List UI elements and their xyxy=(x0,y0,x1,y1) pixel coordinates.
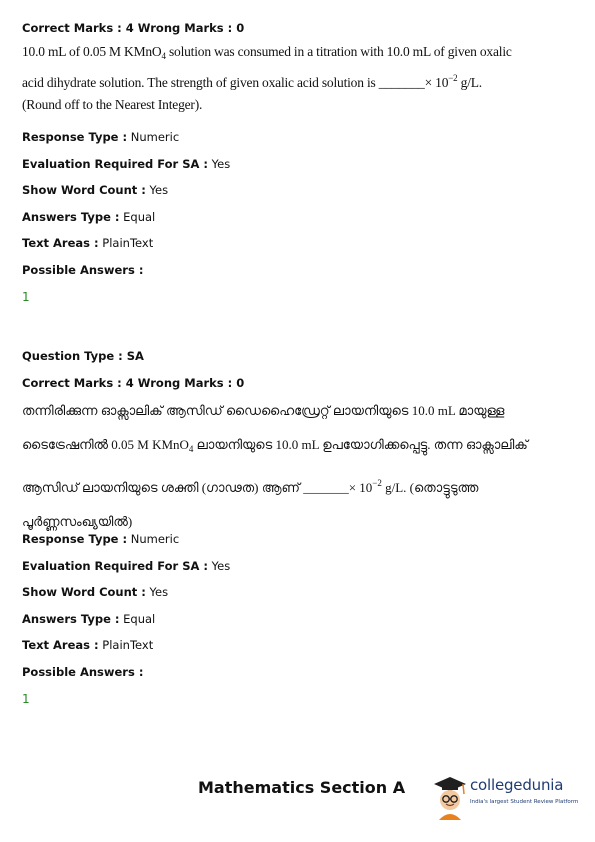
q2-response-type: Response Type : Numeric xyxy=(22,532,180,546)
q2-meta xyxy=(22,531,567,680)
q2-text-line-1: തന്നിരിക്കുന്ന ഓക്സാലിക് ആസിഡ് ഡൈഹൈഡ്രേറ്റ് ലായനിയുടെ 10.0 mL മായുള്ള xyxy=(22,403,505,418)
logo-wordmark: collegedunia xyxy=(470,776,564,794)
q1-text-line-1: 10.0 mL of 0.05 M KMnO$_4$ solution was consumed in a titration with 10.0 mL of given oxalic xyxy=(22,44,512,61)
q1-text-areas: Text Areas : PlainText xyxy=(22,236,154,251)
question-1-block xyxy=(22,20,567,36)
q1-possible-answers: Possible Answers : xyxy=(22,262,144,277)
q1-response-type: Response Type : Numeric xyxy=(22,130,180,144)
q2-marks: Correct Marks : 4 Wrong Marks : 0 xyxy=(22,375,245,390)
question-2-block xyxy=(22,348,567,391)
mascot-icon xyxy=(430,772,470,822)
q2-word-count: Show Word Count : Yes xyxy=(22,585,169,600)
q1-marks: Correct Marks : 4 Wrong Marks : 0 xyxy=(22,21,245,35)
q2-answers-type: Answers Type : Equal xyxy=(22,611,156,626)
q1-evaluation: Evaluation Required For SA : Yes xyxy=(22,156,231,171)
q1-text xyxy=(22,41,567,116)
q2-answer-value: 1 xyxy=(22,692,30,706)
q1-text-line-2: acid dihydrate solution. The strength of given oxalic acid solution is _______× $10^{-2}$ g/L. xyxy=(22,73,482,90)
logo-tagline: India's largest Student Review Platform xyxy=(470,799,579,805)
q2-evaluation: Evaluation Required For SA : Yes xyxy=(22,558,231,573)
q1-meta xyxy=(22,129,567,278)
q1-answers-type: Answers Type : Equal xyxy=(22,209,156,224)
collegedunia-logo xyxy=(430,772,580,822)
q2-type: Question Type : SA xyxy=(22,349,144,363)
q2-possible-answers: Possible Answers : xyxy=(22,664,144,679)
q1-text-line-3: (Round off to the Nearest Integer). xyxy=(22,97,203,112)
q2-text-line-3: ആസിഡ് ലായനിയുടെ ശക്തി (ഗാഢത) ആണ് _______× $10^{-2}$ g/L. (തൊട്ടുടുത്ത xyxy=(22,478,479,495)
section-title: Mathematics Section A xyxy=(198,778,406,797)
q2-text xyxy=(22,397,567,536)
q1-word-count: Show Word Count : Yes xyxy=(22,183,169,198)
q2-text-line-2: ടൈട്രേഷനിൽ 0.05 M KMnO$_4$ ലായനിയുടെ 10.0 mL ഉപയോഗിക്കപ്പെട്ടു. തന്ന ഓക്സാലിക് xyxy=(22,437,528,454)
q2-text-line-4: പൂർണ്ണസംഖ്യയിൽ) xyxy=(22,514,133,529)
q2-text-areas: Text Areas : PlainText xyxy=(22,638,154,653)
q1-answer-value: 1 xyxy=(22,290,30,304)
